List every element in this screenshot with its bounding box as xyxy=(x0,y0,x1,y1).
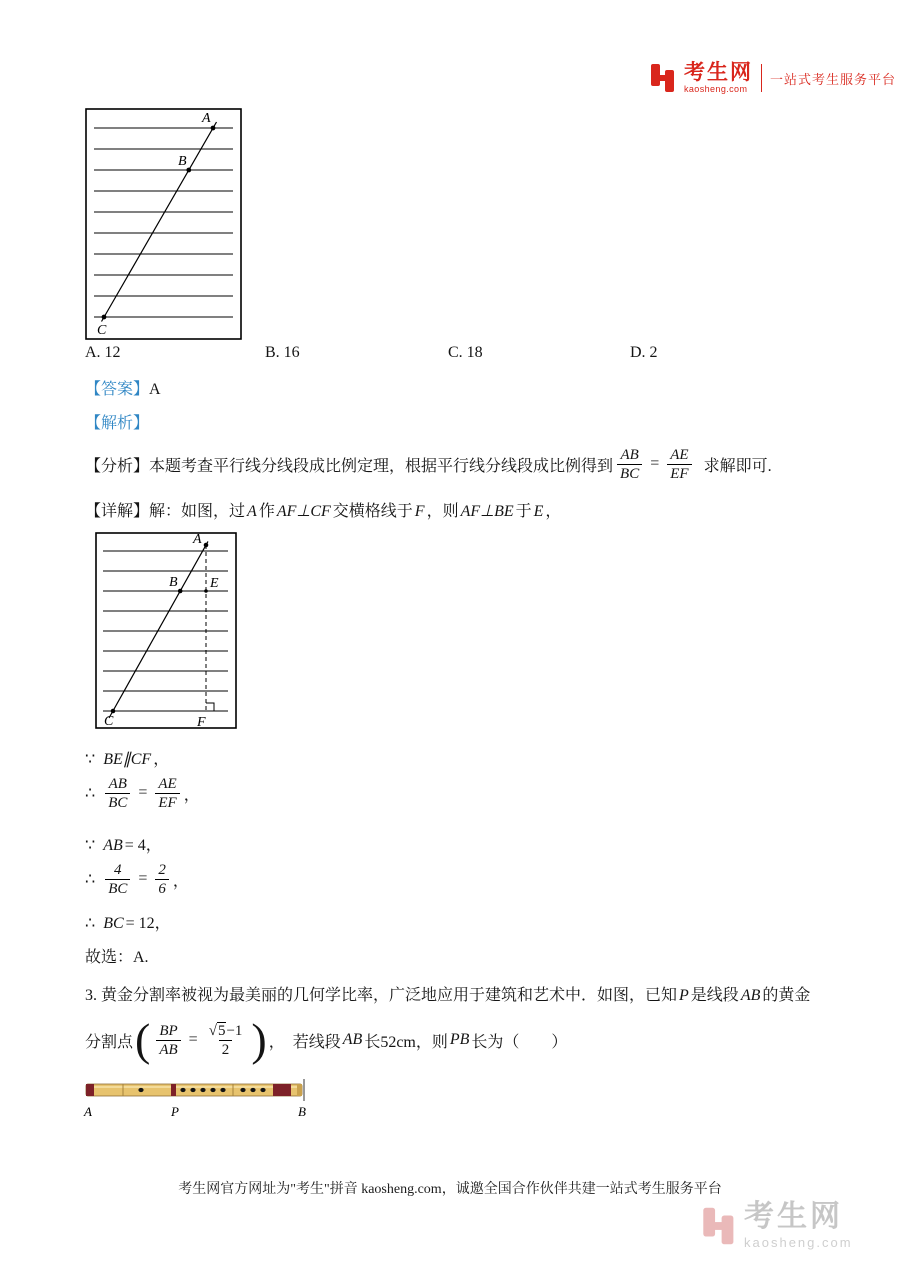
choice-b: B. 16 xyxy=(265,344,300,361)
fig2-label-f: F xyxy=(197,715,206,729)
detail-line xyxy=(85,498,561,521)
watermark-domain: kaosheng.com xyxy=(744,1235,853,1250)
math-e: E xyxy=(533,503,544,520)
equals-sign: = xyxy=(138,870,148,887)
math-ab: AB xyxy=(740,987,761,1004)
fraction-bp-ab: $\frac{BP}{AB}$ xyxy=(156,1022,180,1059)
q3-text: 分割点 xyxy=(85,1033,134,1051)
equals-sign: = xyxy=(188,1031,198,1048)
site-logo xyxy=(650,62,896,94)
analysis-text-before: 本题考查平行线分线段成比例定理，根据平行线分线段成比例得到 xyxy=(149,457,614,475)
equals-sign: = xyxy=(650,455,660,472)
close-paren: ) xyxy=(251,1014,267,1065)
fraction-2-6: $\frac{2}{6}$ xyxy=(155,861,169,898)
open-paren: ( xyxy=(135,1014,151,1065)
choice-row xyxy=(85,344,825,366)
fig3-label-b: B xyxy=(298,1104,306,1119)
math-f: F xyxy=(414,503,425,520)
answer-line xyxy=(85,376,161,399)
proof-line-3 xyxy=(85,832,162,855)
choice-c: C. 18 xyxy=(448,344,483,361)
proof-line-2 xyxy=(85,770,200,816)
fig3-label-a: A xyxy=(84,1104,92,1119)
q3-line-1 xyxy=(85,982,810,1005)
radicand: 5 xyxy=(217,1022,226,1039)
therefore-sign: ∴ xyxy=(85,785,96,802)
punctuation: ， xyxy=(153,751,170,768)
minus-one: −1 xyxy=(226,1022,243,1039)
math-af-cf: AF⊥CF xyxy=(276,503,331,520)
watermark-brand: 考生网 xyxy=(744,1200,843,1233)
because-sign: ∵ xyxy=(85,837,96,854)
fraction-ae-ef: $\frac{AE}{EF}$ xyxy=(155,775,179,812)
math-ab: AB xyxy=(103,837,123,854)
brand-name: 考生网 xyxy=(684,61,753,84)
fig1-label-b: B xyxy=(178,154,187,169)
q3-text: 的黄金 xyxy=(762,987,811,1004)
jiexi-tag: 【解析】 xyxy=(85,415,150,432)
fig2-label-e: E xyxy=(210,576,219,591)
math-ab: AB xyxy=(342,1031,363,1048)
therefore-sign: ∴ xyxy=(85,915,96,932)
value-text: = 4， xyxy=(124,837,162,854)
math-be-parallel-cf: BE∥CF xyxy=(103,751,152,768)
watermark-logo-icon xyxy=(702,1206,736,1246)
proof-line-4 xyxy=(85,856,189,902)
proof-line-1 xyxy=(85,746,169,769)
math-pb: PB xyxy=(449,1031,470,1048)
q3-line-2 xyxy=(85,1012,567,1068)
brand-domain: kaosheng.com xyxy=(684,84,748,94)
jiexi-line xyxy=(85,410,149,433)
analysis-line xyxy=(85,440,772,488)
kaosheng-logo-icon xyxy=(650,63,676,93)
fig2-label-a: A xyxy=(193,532,202,547)
detail-text: 于 xyxy=(515,503,532,520)
logo-divider xyxy=(761,64,762,92)
page-footer: 考生网官方网址为"考生"拼音 kaosheng.com，诚邀全国合作伙伴共建一站式考生服务平台 xyxy=(178,1182,722,1197)
answer-value: A xyxy=(149,381,161,398)
watermark xyxy=(702,1202,853,1249)
q3-text: 是线段 xyxy=(690,987,739,1004)
fraction-ae-ef: $\frac{AE}{EF}$ xyxy=(667,446,691,483)
math-af-be: AF⊥BE xyxy=(460,503,514,520)
choice-d: D. 2 xyxy=(630,344,658,361)
math-p: P xyxy=(679,987,689,1004)
detail-text: 交横格线于 xyxy=(332,503,413,520)
punctuation: ， xyxy=(183,786,200,804)
analysis-text-after: 求解即可. xyxy=(703,457,772,475)
fig3-label-p: P xyxy=(171,1104,179,1119)
question-number: 3. xyxy=(85,987,97,1004)
q3-text: 长为（ ） xyxy=(471,1033,568,1051)
proof-line-5 xyxy=(85,910,171,933)
fig2-label-b: B xyxy=(169,575,178,590)
detail-label: 【详解】 xyxy=(85,503,150,520)
figure3-flute xyxy=(83,1078,323,1120)
radical-sign: √ xyxy=(208,1022,217,1039)
detail-text: 解：如图，过 xyxy=(149,503,246,520)
fraction-ab-bc: $\frac{AB}{BC}$ xyxy=(617,446,642,483)
fraction-4-bc: $\frac{4}{BC}$ xyxy=(105,861,130,898)
punctuation: ， xyxy=(172,872,189,890)
value-text: = 12， xyxy=(125,915,171,932)
figure1-parallel-lines xyxy=(85,108,242,340)
math-a: A xyxy=(247,503,257,520)
q3-text: 长52cm，则 xyxy=(364,1033,448,1051)
math-bc: BC xyxy=(103,915,124,932)
detail-text: 作 xyxy=(258,503,275,520)
analysis-label: 【分析】 xyxy=(85,457,150,475)
fraction-ab-bc: $\frac{AB}{BC}$ xyxy=(105,775,130,812)
choice-a: A. 12 xyxy=(85,344,121,361)
q3-text: 若线段 xyxy=(292,1033,341,1051)
fig1-label-a: A xyxy=(202,111,211,126)
brand-tagline: 一站式考生服务平台 xyxy=(770,71,897,87)
conclusion-text: 故选：A. xyxy=(85,949,149,966)
punctuation: ， xyxy=(268,1033,285,1051)
detail-text: ， xyxy=(545,503,562,520)
conclusion-line xyxy=(85,944,149,967)
watermark-text-block xyxy=(744,1202,853,1249)
therefore-sign: ∴ xyxy=(85,871,96,888)
detail-text: ，则 xyxy=(426,503,459,520)
fraction-sqrt5-minus-1-over-2: $\frac{√5-1}{2}$ xyxy=(208,1022,243,1058)
answer-tag: 【答案】 xyxy=(85,381,150,398)
brand-block xyxy=(684,62,753,94)
equals-sign: = xyxy=(138,784,148,801)
fig1-label-c: C xyxy=(97,323,107,338)
fig2-label-c: C xyxy=(104,714,114,729)
figure2-parallel-lines-perpendicular xyxy=(95,532,237,729)
because-sign: ∵ xyxy=(85,751,96,768)
q3-text: 黄金分割率被视为最美丽的几何学比率，广泛地应用于建筑和艺术中．如图，已知 xyxy=(101,987,678,1004)
